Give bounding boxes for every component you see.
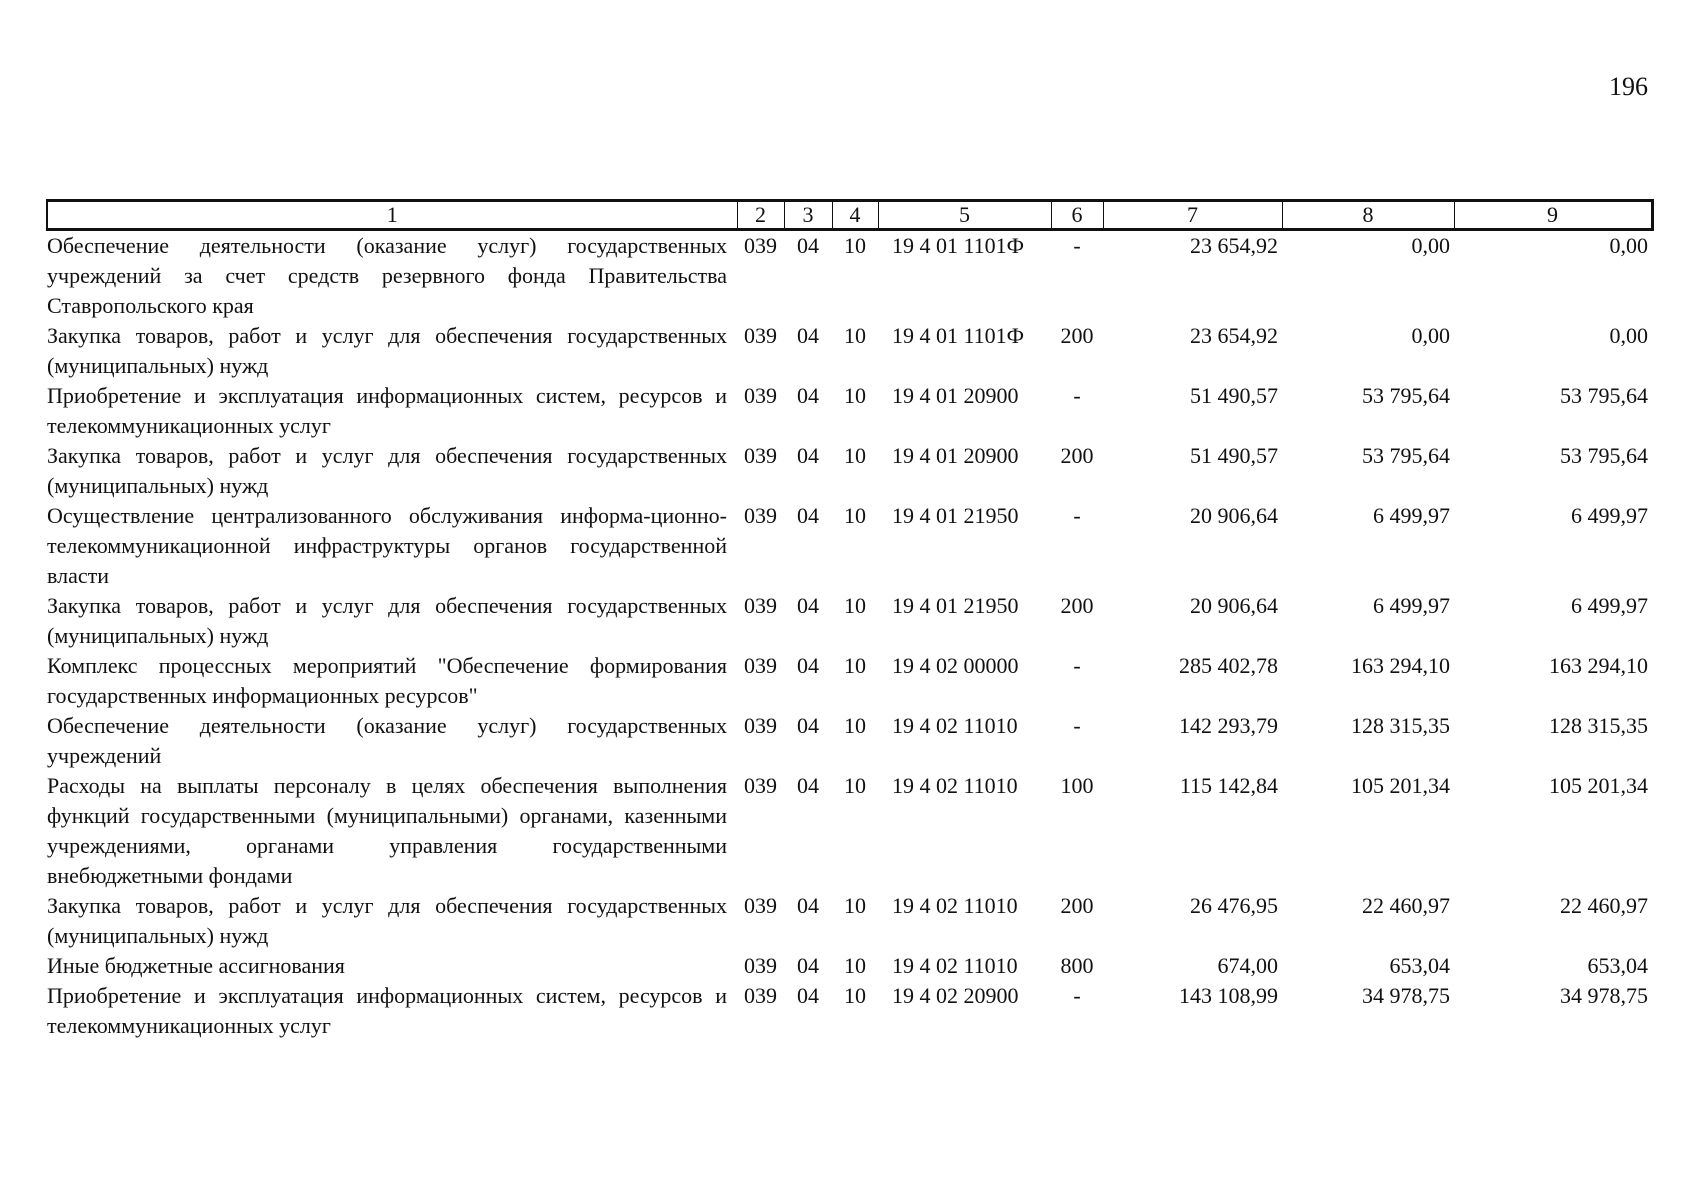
cell-expense-type: - (1073, 983, 1081, 1008)
cell-amount-year3: 53 795,64 (1560, 383, 1648, 408)
table-header-row (47, 201, 1652, 230)
cell-target-article: 19 4 01 21950 (892, 503, 1019, 528)
cell-amount-year2: 22 460,97 (1362, 893, 1450, 918)
cell-amount-year3: 34 978,75 (1560, 983, 1648, 1008)
cell-amount-year3: 6 499,97 (1571, 503, 1648, 528)
cell-admin-code: 039 (744, 593, 777, 618)
cell-expense-type: 200 (1060, 593, 1094, 618)
cell-section: 04 (797, 713, 819, 738)
cell-section: 04 (797, 593, 819, 618)
budget-table (46, 199, 1654, 1041)
cell-section: 04 (797, 323, 819, 348)
cell-target-article: 19 4 01 1101Ф (892, 233, 1025, 258)
cell-section: 04 (797, 773, 819, 798)
table-row (47, 591, 1652, 651)
cell-amount-year1: 143 108,99 (1179, 983, 1278, 1008)
cell-target-article: 19 4 01 21950 (892, 593, 1019, 618)
cell-expense-type: - (1073, 713, 1081, 738)
row-name-cell: Закупка товаров, работ и услуг для обеспечения государственных (муниципальных) нужд (47, 893, 727, 948)
table-row (47, 711, 1652, 771)
cell-subsection: 10 (844, 653, 866, 678)
cell-admin-code: 039 (744, 653, 777, 678)
cell-amount-year2: 6 499,97 (1373, 593, 1450, 618)
cell-admin-code: 039 (744, 983, 777, 1008)
cell-expense-type: 800 (1060, 953, 1094, 978)
table-row (47, 321, 1652, 381)
row-name-cell: Закупка товаров, работ и услуг для обеспечения государственных (муниципальных) нужд (47, 323, 727, 378)
cell-admin-code: 039 (744, 503, 777, 528)
cell-subsection: 10 (844, 983, 866, 1008)
cell-amount-year1: 20 906,64 (1190, 593, 1278, 618)
cell-amount-year3: 653,04 (1587, 953, 1648, 978)
cell-subsection: 10 (844, 593, 866, 618)
cell-subsection: 10 (844, 383, 866, 408)
column-header: 3 (784, 201, 832, 230)
cell-amount-year1: 674,00 (1217, 953, 1278, 978)
cell-amount-year2: 128 315,35 (1351, 713, 1450, 738)
cell-admin-code: 039 (744, 773, 777, 798)
row-name-cell: Закупка товаров, работ и услуг для обеспечения государственных (муниципальных) нужд (47, 443, 727, 498)
cell-section: 04 (797, 983, 819, 1008)
cell-target-article: 19 4 02 00000 (892, 653, 1019, 678)
cell-target-article: 19 4 02 20900 (892, 983, 1019, 1008)
cell-admin-code: 039 (744, 953, 777, 978)
cell-amount-year3: 105 201,34 (1549, 773, 1648, 798)
table-row (47, 230, 1652, 322)
cell-expense-type: 200 (1060, 323, 1094, 348)
cell-admin-code: 039 (744, 323, 777, 348)
cell-amount-year3: 22 460,97 (1560, 893, 1648, 918)
cell-amount-year1: 23 654,92 (1190, 323, 1278, 348)
cell-amount-year2: 6 499,97 (1373, 503, 1450, 528)
row-name-cell: Иные бюджетные ассигнования (47, 953, 345, 978)
cell-amount-year3: 6 499,97 (1571, 593, 1648, 618)
cell-section: 04 (797, 503, 819, 528)
cell-amount-year1: 51 490,57 (1190, 443, 1278, 468)
column-header: 9 (1454, 201, 1652, 230)
cell-amount-year2: 163 294,10 (1351, 653, 1450, 678)
cell-target-article: 19 4 01 1101Ф (892, 323, 1025, 348)
page-number: 196 (1609, 72, 1648, 101)
cell-admin-code: 039 (744, 893, 777, 918)
column-header: 1 (47, 201, 737, 230)
row-name-cell: Расходы на выплаты персоналу в целях обеспечения выполнения функций государственными (муниципальными) органами, казенными учреждениями, органами управления государственными внебюджетными фондами (47, 773, 727, 888)
cell-amount-year2: 0,00 (1411, 323, 1450, 348)
cell-subsection: 10 (844, 773, 866, 798)
cell-amount-year1: 23 654,92 (1190, 233, 1278, 258)
cell-amount-year1: 142 293,79 (1179, 713, 1278, 738)
cell-target-article: 19 4 01 20900 (892, 383, 1019, 408)
cell-subsection: 10 (844, 503, 866, 528)
cell-section: 04 (797, 233, 819, 258)
cell-amount-year1: 51 490,57 (1190, 383, 1278, 408)
cell-section: 04 (797, 953, 819, 978)
cell-admin-code: 039 (744, 383, 777, 408)
table-row (47, 381, 1652, 441)
table-row (47, 501, 1652, 591)
column-header: 6 (1051, 201, 1103, 230)
cell-target-article: 19 4 02 11010 (892, 713, 1018, 738)
cell-expense-type: - (1073, 383, 1081, 408)
cell-amount-year3: 0,00 (1609, 233, 1648, 258)
table-row (47, 891, 1652, 951)
cell-subsection: 10 (844, 323, 866, 348)
cell-amount-year3: 0,00 (1609, 323, 1648, 348)
row-name-cell: Комплекс процессных мероприятий "Обеспечение формирования государственных информационных ресурсов" (47, 653, 727, 708)
cell-amount-year3: 163 294,10 (1549, 653, 1648, 678)
column-header: 7 (1103, 201, 1282, 230)
cell-section: 04 (797, 893, 819, 918)
cell-amount-year3: 53 795,64 (1560, 443, 1648, 468)
cell-expense-type: - (1073, 233, 1081, 258)
cell-subsection: 10 (844, 233, 866, 258)
cell-subsection: 10 (844, 953, 866, 978)
cell-expense-type: - (1073, 653, 1081, 678)
cell-target-article: 19 4 02 11010 (892, 773, 1018, 798)
row-name-cell: Осуществление централизованного обслуживания информа-ционно-телекоммуникационной инфраструктуры органов государственной власти (47, 503, 727, 588)
cell-amount-year3: 128 315,35 (1549, 713, 1648, 738)
cell-subsection: 10 (844, 713, 866, 738)
cell-amount-year1: 115 142,84 (1179, 773, 1278, 798)
cell-amount-year2: 34 978,75 (1362, 983, 1450, 1008)
table-row (47, 771, 1652, 891)
column-header: 5 (878, 201, 1051, 230)
cell-amount-year1: 285 402,78 (1179, 653, 1278, 678)
cell-section: 04 (797, 653, 819, 678)
row-name-cell: Обеспечение деятельности (оказание услуг) государственных учреждений за счет средств резервного фонда Правительства Ставропольского края (47, 233, 727, 318)
cell-subsection: 10 (844, 893, 866, 918)
cell-amount-year2: 105 201,34 (1351, 773, 1450, 798)
cell-expense-type: - (1073, 503, 1081, 528)
cell-amount-year2: 0,00 (1411, 233, 1450, 258)
cell-target-article: 19 4 02 11010 (892, 953, 1018, 978)
cell-expense-type: 100 (1060, 773, 1094, 798)
column-header: 8 (1282, 201, 1454, 230)
cell-amount-year1: 20 906,64 (1190, 503, 1278, 528)
column-header: 4 (832, 201, 878, 230)
cell-amount-year2: 653,04 (1389, 953, 1450, 978)
cell-expense-type: 200 (1060, 443, 1094, 468)
cell-amount-year2: 53 795,64 (1362, 383, 1450, 408)
cell-target-article: 19 4 01 20900 (892, 443, 1019, 468)
row-name-cell: Обеспечение деятельности (оказание услуг) государственных учреждений (47, 713, 727, 768)
cell-amount-year1: 26 476,95 (1190, 893, 1278, 918)
cell-section: 04 (797, 383, 819, 408)
table-row (47, 441, 1652, 501)
cell-expense-type: 200 (1060, 893, 1094, 918)
column-header: 2 (737, 201, 784, 230)
cell-section: 04 (797, 443, 819, 468)
cell-admin-code: 039 (744, 713, 777, 738)
row-name-cell: Приобретение и эксплуатация информационных систем, ресурсов и телекоммуникационных услуг (47, 383, 727, 438)
cell-admin-code: 039 (744, 443, 777, 468)
table-row (47, 651, 1652, 711)
table-row (47, 981, 1652, 1041)
table-row (47, 951, 1652, 981)
cell-target-article: 19 4 02 11010 (892, 893, 1018, 918)
row-name-cell: Закупка товаров, работ и услуг для обеспечения государственных (муниципальных) нужд (47, 593, 727, 648)
cell-admin-code: 039 (744, 233, 777, 258)
cell-amount-year2: 53 795,64 (1362, 443, 1450, 468)
cell-subsection: 10 (844, 443, 866, 468)
row-name-cell: Приобретение и эксплуатация информационных систем, ресурсов и телекоммуникационных услуг (47, 983, 727, 1038)
